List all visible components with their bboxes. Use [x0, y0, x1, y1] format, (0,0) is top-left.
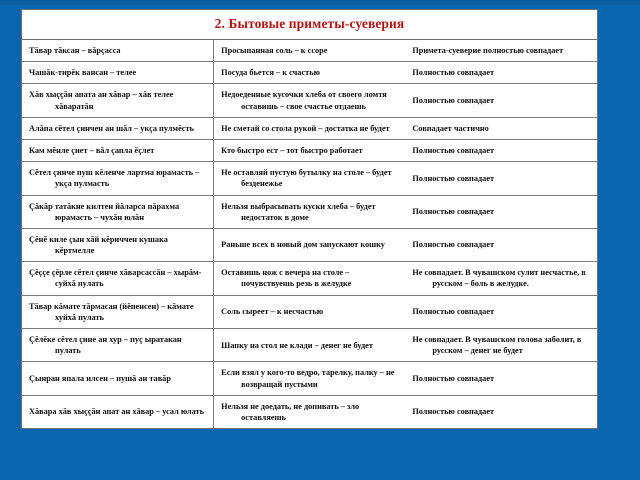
chuvash-text: Çĕççе çĕрле сĕтел çинче хăварсассăн – хырăм-суйхă пулать [29, 268, 202, 289]
verdict-text: Полностью совпадает [412, 145, 495, 155]
chuvash-text: Хăв хыççăн апата ан хăвар – хăв телее хăваратăн [29, 90, 174, 111]
cell-russian [214, 295, 406, 328]
verdict-text: Не совпадает. В чувашском голова заболит, в русском – денег не будет [412, 335, 582, 356]
cell-russian [214, 62, 406, 84]
russian-text: Нельзя не доедать, не допивать – зло оставляешь [221, 401, 360, 422]
omens-table-container [21, 9, 598, 429]
russian-text: Раньше всех в новый дом запускают кошку [221, 240, 385, 250]
cell-verdict [405, 329, 597, 362]
cell-russian [214, 139, 406, 161]
russian-text: Не оставляй пустую бутылку на столе – будет безденежье [221, 168, 392, 189]
russian-text: Нельзя выбрасывать куски хлеба – будет недостаток в доме [221, 201, 376, 222]
verdict-text: Полностью совпадает [412, 68, 495, 78]
cell-verdict [405, 228, 597, 261]
table-row [22, 362, 597, 395]
cell-chuvash [22, 117, 214, 139]
cell-chuvash [22, 40, 214, 62]
cell-russian [214, 195, 406, 228]
verdict-text: Полностью совпадает [412, 373, 495, 383]
cell-chuvash [22, 329, 214, 362]
chuvash-text: Çынран япала илсен – пушă ан тавăр [29, 373, 171, 383]
table-row [22, 40, 597, 62]
chuvash-text: Çĕлĕке сĕтел çине ан хур – пуç ыратакан пулать [29, 335, 182, 356]
chuvash-text: Хăвара хăв хыççăн апат ан хăвар – усал юлать [29, 407, 205, 417]
cell-chuvash [22, 362, 214, 395]
cell-verdict [405, 295, 597, 328]
cell-verdict [405, 139, 597, 161]
verdict-text: Полностью совпадает [412, 407, 495, 417]
verdict-text: Полностью совпадает [412, 173, 495, 183]
table-row [22, 139, 597, 161]
cell-chuvash [22, 228, 214, 261]
chuvash-text: Çĕнĕ киле çын хăй кĕриччен кушака кĕртмелле [29, 234, 168, 256]
cell-chuvash [22, 84, 214, 117]
table-row [22, 117, 597, 139]
cell-chuvash [22, 295, 214, 328]
verdict-text: Полностью совпадает [412, 240, 495, 250]
cell-russian [214, 395, 406, 428]
cell-russian [214, 84, 406, 117]
russian-text: Если взял у кого-то ведро, тарелку, палку – не возвращай пустыми [221, 368, 395, 389]
russian-text: Соль сыреет – к несчастью [221, 307, 324, 317]
russian-text: Кто быстро ест – тот быстро работает [221, 145, 363, 155]
table-row [22, 62, 597, 84]
russian-text: Недоеденные кусочки хлеба от своего ломтя оставишь – свое счастье отдаешь [221, 90, 387, 111]
table-row [22, 329, 597, 362]
table-row [22, 162, 597, 195]
verdict-text: Полностью совпадает [412, 307, 495, 317]
cell-chuvash [22, 262, 214, 295]
chuvash-text: Алăпа сĕтел çинчен ан шăл – укçа пулмĕсть [29, 123, 194, 133]
verdict-text: Не совпадает. В чувашском сулит несчастье, в русском – боль в желудке. [412, 268, 586, 289]
cell-verdict [405, 162, 597, 195]
table-row [22, 228, 597, 261]
cell-chuvash [22, 162, 214, 195]
cell-chuvash [22, 395, 214, 428]
omens-table-body [22, 10, 597, 428]
russian-text: Не сметай со стола рукой – достатка не будет [221, 123, 390, 133]
table-row [22, 395, 597, 428]
cell-verdict [405, 84, 597, 117]
cell-russian [214, 329, 406, 362]
verdict-text: Полностью совпадает [412, 207, 495, 217]
chuvash-text: Çăкăр татăкне килтен йăларса пăрахма юрамасть – чухăн юлăн [29, 201, 180, 222]
chuvash-text: Сĕтел çинче пуш кĕленче лартма юрамасть – укçа пулмасть [29, 168, 200, 189]
cell-verdict [405, 262, 597, 295]
table-row [22, 195, 597, 228]
chuvash-text: Тăвар тăксан – вăрçасса [29, 46, 121, 55]
cell-russian [214, 362, 406, 395]
verdict-text: Примета-суеверие полностью совпадает [412, 46, 564, 55]
cell-russian [214, 162, 406, 195]
omens-table [22, 10, 597, 428]
cell-verdict [405, 362, 597, 395]
russian-text: Оставишь нож с вечера на столе – почувствуешь резь в желудке [221, 268, 352, 289]
cell-russian [214, 117, 406, 139]
russian-text: Посуда бьется – к счастью [221, 68, 320, 78]
cell-chuvash [22, 139, 214, 161]
table-row [22, 262, 597, 295]
cell-russian [214, 40, 406, 62]
cell-verdict [405, 62, 597, 84]
cell-russian [214, 228, 406, 261]
table-row [22, 84, 597, 117]
russian-text: Шапку на стол не клади – денег не будет [221, 340, 373, 350]
page-title: 2. Бытовые приметы-суеверия [214, 16, 405, 31]
cell-chuvash [22, 62, 214, 84]
cell-verdict [405, 40, 597, 62]
table-row [22, 295, 597, 328]
cell-verdict [405, 195, 597, 228]
cell-chuvash [22, 195, 214, 228]
cell-russian [214, 262, 406, 295]
chuvash-text: Кам мĕнле çиет – вăл çапла ĕçлет [29, 145, 155, 155]
russian-text: Просыпанная соль – к ссоре [221, 46, 328, 55]
verdict-text: Полностью совпадает [412, 95, 495, 105]
cell-verdict [405, 395, 597, 428]
verdict-text: Совпадает частично [412, 123, 489, 133]
cell-verdict [405, 117, 597, 139]
slide-top-strip [0, 0, 640, 5]
table-title-cell [22, 10, 597, 40]
table-title-row [22, 10, 597, 40]
chuvash-text: Тăвар кăмате тăрмасан (йĕпенсен) – кăмате хуйхă пулать [29, 301, 194, 322]
chuvash-text: Чашăк-тирĕк вансан – телее [29, 68, 137, 78]
